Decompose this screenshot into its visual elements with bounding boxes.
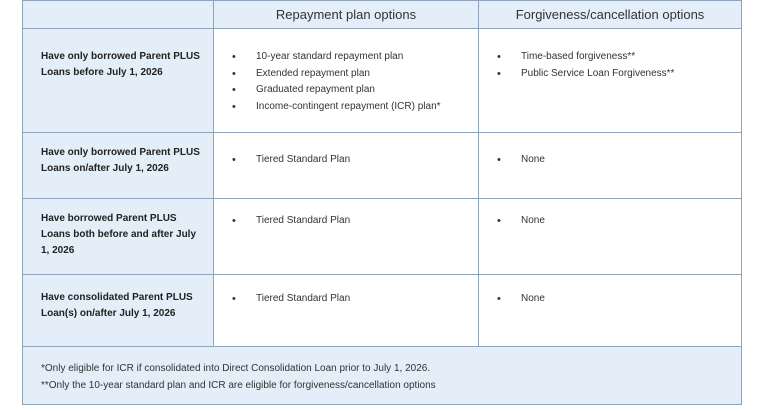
forgiveness-list xyxy=(497,291,735,308)
table-row xyxy=(23,275,741,347)
forgiveness-cell xyxy=(479,199,741,274)
list-item-text: 10-year standard repayment plan xyxy=(256,51,404,62)
bullet-icon: • xyxy=(232,293,236,305)
row-label: Have consolidated Parent PLUS Loan(s) on/after July 1, 2026 xyxy=(41,292,193,319)
header-cell-repayment xyxy=(214,1,479,28)
repayment-cell xyxy=(214,199,479,274)
list-item xyxy=(232,82,472,99)
forgiveness-list xyxy=(497,49,735,82)
table-row xyxy=(23,133,741,199)
header-repayment-label: Repayment plan options xyxy=(275,7,417,22)
list-item-text: Tiered Standard Plan xyxy=(256,215,351,226)
loan-options-table xyxy=(22,0,742,405)
row-label: Have borrowed Parent PLUS Loans both before and after July 1, 2026 xyxy=(41,213,197,256)
forgiveness-list xyxy=(497,152,735,169)
footnote-icr: *Only eligible for ICR if consolidated into Direct Consolidation Loan prior to July 1, 2026. xyxy=(41,363,431,374)
forgiveness-cell xyxy=(479,29,741,132)
row-label-cell xyxy=(23,133,214,198)
repayment-list xyxy=(232,213,472,230)
list-item xyxy=(232,49,472,66)
list-item xyxy=(497,152,735,169)
row-label-cell xyxy=(23,275,214,346)
bullet-icon: • xyxy=(497,215,501,227)
bullet-icon: • xyxy=(497,154,501,166)
row-label-cell xyxy=(23,29,214,132)
list-item-text: None xyxy=(521,293,545,304)
table-row xyxy=(23,199,741,275)
forgiveness-cell xyxy=(479,133,741,198)
table-row xyxy=(23,29,741,133)
list-item-text: Graduated repayment plan xyxy=(256,84,375,95)
bullet-icon: • xyxy=(232,215,236,227)
forgiveness-list xyxy=(497,213,735,230)
row-label-cell xyxy=(23,199,214,274)
repayment-list xyxy=(232,49,472,115)
list-item-text: Income-contingent repayment (ICR) plan* xyxy=(256,100,441,112)
footnote-forgiveness: **Only the 10-year standard plan and ICR are eligible for forgiveness/cancellation options xyxy=(41,380,436,391)
header-cell-empty xyxy=(23,1,214,28)
header-forgiveness-label: Forgiveness/cancellation options xyxy=(515,7,705,22)
bullet-icon: • xyxy=(497,51,501,63)
list-item-text: Public Service Loan Forgiveness** xyxy=(521,67,675,79)
header-cell-forgiveness xyxy=(479,1,741,28)
list-item-text: Tiered Standard Plan xyxy=(256,293,351,304)
list-item xyxy=(497,66,735,83)
forgiveness-cell xyxy=(479,275,741,346)
repayment-cell xyxy=(214,133,479,198)
bullet-icon: • xyxy=(232,100,236,113)
list-item-text: None xyxy=(521,215,545,226)
footnotes-section xyxy=(23,347,741,404)
bullet-icon: • xyxy=(232,154,236,166)
row-label: Have only borrowed Parent PLUS Loans before July 1, 2026 xyxy=(41,51,200,78)
repayment-cell xyxy=(214,275,479,346)
list-item xyxy=(232,66,472,83)
list-item xyxy=(497,213,735,230)
list-item xyxy=(232,213,472,230)
list-item xyxy=(232,152,472,169)
list-item xyxy=(232,99,472,116)
row-label: Have only borrowed Parent PLUS Loans on/after July 1, 2026 xyxy=(41,147,200,174)
list-item-text: Extended repayment plan xyxy=(256,67,370,79)
bullet-icon: • xyxy=(232,67,236,80)
bullet-icon: • xyxy=(232,51,236,63)
list-item xyxy=(232,291,472,308)
bullet-icon: • xyxy=(232,84,236,96)
repayment-list xyxy=(232,291,472,308)
list-item-text: Time-based forgiveness** xyxy=(521,51,636,62)
list-item xyxy=(497,291,735,308)
list-item-text: Tiered Standard Plan xyxy=(256,154,351,165)
bullet-icon: • xyxy=(497,67,501,80)
list-item-text: None xyxy=(521,154,545,165)
table-header-row xyxy=(23,1,741,29)
repayment-list xyxy=(232,152,472,169)
bullet-icon: • xyxy=(497,293,501,305)
repayment-cell xyxy=(214,29,479,132)
list-item xyxy=(497,49,735,66)
